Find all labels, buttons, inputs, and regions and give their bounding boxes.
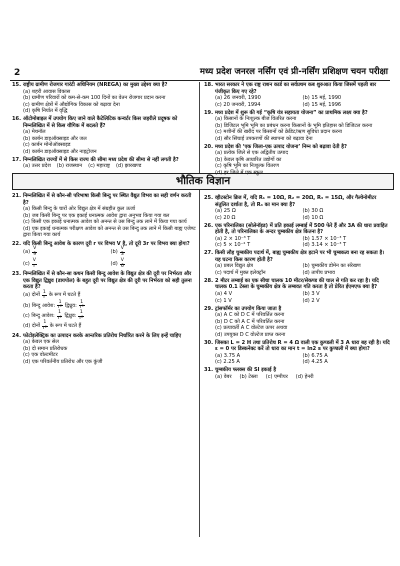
numerator: 1 bbox=[79, 309, 83, 315]
question-number: 23. bbox=[12, 271, 22, 278]
question-27 bbox=[204, 250, 390, 276]
fraction bbox=[42, 321, 48, 331]
question-number: 19. bbox=[204, 109, 214, 116]
option-label: (a) दोनों bbox=[23, 292, 40, 299]
option-b: (b) 1.57 × 10⁻³ T bbox=[302, 235, 347, 242]
fraction bbox=[42, 291, 47, 301]
question-22 bbox=[12, 241, 198, 270]
question-text: मध्य प्रदेश की ‘एक जिला-एक उत्पाद योजना’ निम्न को बढ़ावा देती है? bbox=[215, 143, 347, 150]
page-header bbox=[10, 66, 390, 81]
question-number: 29. bbox=[204, 305, 214, 312]
option-d: (d) उपयुक्त D C वोल्टेज प्राप्त करना bbox=[215, 331, 286, 338]
option-c: (c) महाराष्ट्र bbox=[88, 163, 110, 170]
option-d: (d) 4.25 A bbox=[302, 359, 328, 366]
question-number: 15. bbox=[12, 82, 22, 88]
option-c: (c) 1 V bbox=[215, 297, 232, 304]
option-tail: के रूप में घटते हैं bbox=[49, 322, 82, 329]
option-b bbox=[111, 247, 199, 257]
option-d: (d) कार्बन डाइऑक्साइड और नाइट्रोजन bbox=[23, 148, 97, 155]
option-d: (d) कृषि निर्यात में वृद्धि bbox=[23, 108, 68, 115]
option-b: (b) टेस्ला bbox=[239, 373, 258, 380]
option-c: (c) 5 × 10⁻⁴ T bbox=[215, 242, 251, 249]
option-a: (a) 3.75 A bbox=[215, 352, 241, 359]
option-d: (d) सौर सिंचाई उपकरणों की स्थापना को बढ़ावा देना bbox=[215, 135, 313, 142]
option-a: (a) 4 V bbox=[215, 291, 233, 297]
question-23 bbox=[12, 271, 198, 331]
denominator: 3 bbox=[120, 251, 124, 257]
denominator: r bbox=[33, 263, 36, 269]
question-29 bbox=[204, 306, 390, 339]
option-b: (b) 6.75 A bbox=[302, 352, 328, 359]
question-text: निम्नलिखित राज्यों में से किस राज्य की सीमा मध्य प्रदेश की सीमा से नहीं लगती है? bbox=[23, 156, 179, 163]
option-a: (a) शहरी आवास विकास bbox=[23, 88, 71, 95]
option-c: (c) कार्बन मोनोऑक्साइड bbox=[23, 142, 71, 149]
question-number: 20. bbox=[204, 143, 214, 150]
option-c bbox=[23, 311, 198, 321]
option-label: (c) bbox=[23, 261, 30, 268]
option-d: (d) एक परिवर्तनीय प्रतिरोध और एक कुंजी bbox=[23, 358, 103, 365]
question-number: 22. bbox=[12, 240, 22, 247]
denominator: 6 bbox=[120, 263, 124, 269]
option-b: (b) कार्बन डाइऑक्साइड और जल bbox=[23, 135, 87, 142]
question-number: 24. bbox=[12, 332, 22, 339]
option-a: (a) 25 Ω bbox=[215, 208, 236, 215]
option-d: (d) झारखण्ड bbox=[115, 163, 142, 170]
question-25 bbox=[204, 195, 390, 221]
option-label: (b) bbox=[110, 248, 118, 255]
option-label: (d) bbox=[110, 261, 118, 268]
question-19 bbox=[204, 110, 390, 143]
question-24 bbox=[12, 333, 198, 366]
option-c: (c) एक वोल्टमीटर bbox=[23, 352, 58, 359]
numerator: 1 bbox=[43, 320, 47, 326]
option-d: (d) 15 मई, 1996 bbox=[302, 101, 342, 108]
option-b: (b) D C को A C में परिवर्तित करना bbox=[215, 318, 285, 325]
question-20 bbox=[204, 144, 390, 177]
question-number: 30. bbox=[204, 339, 214, 346]
numerator: 1 bbox=[58, 299, 62, 305]
option-c: (c) ग्रामीण क्षेत्रों में औद्योगिक विकास को बढ़ावा देना bbox=[23, 101, 120, 108]
option-c bbox=[23, 259, 111, 269]
question-text: एक परिनालिका (सोलेनॉइड) में प्रति इकाई लम्बाई में 500 फेरे हैं और 3A की धारा प्रवाहित होती है, तो परिनालिका के अन्दर चुम्बकीय क्षेत्र कितना है? bbox=[215, 222, 388, 236]
numerator: V bbox=[120, 258, 124, 264]
question-number: 28. bbox=[204, 277, 214, 284]
section-spacer bbox=[204, 178, 390, 195]
question-26 bbox=[204, 223, 390, 249]
option-c: (c) मशीनों की खरीद पर किसानों को क्रेडिट/ऋण सुविधा प्रदान करना bbox=[215, 129, 343, 136]
numerator: V bbox=[33, 246, 37, 252]
question-number: 25. bbox=[204, 195, 214, 201]
numerator: 1 bbox=[58, 309, 62, 315]
option-label: (a) bbox=[23, 248, 31, 255]
question-text: जिसका L = 2 H तथा प्रतिरोध R = 4 Ω वाली एक कुण्डली में 3 A धारा बह रही है। यदि ε = 0 पर डिस्कनेक्ट करें तो धारा का मान t = ln2 s पर कुण्डली में क्या होगा? bbox=[215, 339, 390, 353]
option-c: (c) किसी एक इकाई धनात्मक आवेश को अनन्त से उस बिन्दु तक लाने में किया गया कार्य bbox=[23, 219, 187, 226]
denominator: 9 bbox=[33, 251, 37, 257]
option-b: (b) डिजिटल भूमि भूमि का प्रबंधन करना किसानों के भूमि इतिहास को डिजिटल करना bbox=[215, 122, 373, 129]
section-heading: भौतिक विज्ञान bbox=[12, 173, 394, 190]
option-b: (b) 15 मई, 1990 bbox=[302, 95, 342, 102]
question-28 bbox=[204, 278, 390, 304]
question-text: मध्य प्रदेश में शुरू की गई “कृषि यंत्र सहायता योजना” का प्राथमिक लक्ष्य क्या है? bbox=[215, 109, 368, 116]
option-label: (c) बिन्दु आवेश: bbox=[23, 312, 55, 319]
denominator: r² bbox=[79, 315, 84, 321]
question-16 bbox=[12, 116, 198, 155]
option-a: (a) किसी बिन्दु के चारों ओर विद्युत क्षेत्र में संग्रहीत कुल ऊर्जा bbox=[23, 206, 136, 213]
option-c: (c) 20 Ω bbox=[215, 214, 236, 221]
option-d bbox=[111, 259, 199, 269]
denominator: r bbox=[43, 295, 46, 301]
option-c: (c) एम्पीयर bbox=[265, 373, 288, 380]
option-a: (a) प्रबल विद्युत क्षेत्र bbox=[215, 263, 253, 270]
running-title: मध्य प्रदेश जनरल नर्सिंग एवं प्री-नर्सिंग प्रशिक्षण चयन परीक्षा bbox=[199, 67, 388, 77]
question-text: ट्रांसफॉर्मर का उपयोग किया जाता है bbox=[215, 305, 282, 312]
option-d: (d) 2 V bbox=[302, 297, 320, 304]
option-d: (d) हर जिले में एक स्कूल bbox=[215, 169, 263, 176]
option-d: (d) 3.14 × 10⁻³ T bbox=[302, 242, 347, 249]
numerator: V bbox=[32, 258, 36, 264]
fraction bbox=[120, 247, 125, 257]
question-text: निम्नलिखित में से कौन-सा कथन किसी बिन्दु आवेश के विद्युत क्षेत्र की दूरी पर निर्भरता और एक विद्युत द्विध्रुव (डायपोल) के बहुत दूरी पर विद्युत क्षेत्र की दूरी पर निर्भरता को सही तुलना करता है? bbox=[23, 271, 192, 291]
option-a bbox=[23, 291, 198, 301]
option-b: (b) 3 V bbox=[302, 291, 320, 297]
question-text: व्हीटस्टोन ब्रिज में, यदि R₁ = 10Ω, R₂ = 20Ω, R₃ = 15Ω, और गैल्वेनोमीटर संतुलित दर्शाता है, तो R₄ का मान क्या है? bbox=[215, 195, 377, 208]
option-a: (a) किसानों के निःशुल्क बीज वितरित करना bbox=[215, 116, 297, 123]
question-30 bbox=[204, 340, 390, 366]
question-number: 26. bbox=[204, 222, 214, 229]
option-a: (a) 26 जनवरी, 1990 bbox=[215, 95, 261, 102]
option-d: (d) तापीय प्रभाव bbox=[302, 269, 335, 276]
option-d: (d) हेनरी bbox=[295, 373, 314, 380]
fraction bbox=[78, 311, 84, 321]
option-tail: के रूप में घटते हैं bbox=[48, 292, 81, 299]
question-text: चुम्बकीय फ्लक्स की SI इकाई है bbox=[215, 367, 277, 374]
dipole-label: द्विध्रुव: bbox=[64, 302, 77, 309]
fraction bbox=[57, 311, 63, 321]
question-number: 16. bbox=[12, 116, 22, 123]
question-18 bbox=[204, 82, 390, 108]
question-text: किसी लौह चुम्बकीय पदार्थ में, बाह्य चुम्बकीय क्षेत्र हटाने पर भी चुम्बकत्व बना रह सकता है। यह घटना किस कारण होती है? bbox=[215, 250, 385, 263]
question-text: 2 मीटर लम्बाई का एक सीधा चालक 10 मीटर/सेकण्ड की चाल से गति कर रहा है। यदि चालक 0.1 टेस्ला के चुम्बकीय क्षेत्र के लम्बवत गति करता है तो प्रेरित ईएमएफ क्या है? bbox=[215, 277, 379, 291]
fraction bbox=[32, 247, 37, 257]
option-a: (a) मेथनॉल bbox=[23, 129, 46, 136]
question-text: फोटोइलेक्ट्रिक का उत्पादन करके आन्तरिक प्रतिरोध निर्धारित करने के लिए इन्हें चाहिए bbox=[23, 332, 182, 339]
option-b: (b) केवल कृषि आधारित उद्योगों का bbox=[215, 156, 282, 163]
option-b: (b) ग्रामीण परिवारों को कम-से-कम 100 दिनों का वेतन रोजगार प्रदान करना bbox=[23, 95, 166, 102]
question-number: 27. bbox=[204, 250, 214, 257]
option-b: (b) जब किसी बिन्दु पर एक इकाई धनात्मक आवेश द्वारा अनुभव किया गया बल bbox=[23, 212, 170, 219]
option-label: (b) बिन्दु आवेश: bbox=[23, 302, 56, 309]
question-21 bbox=[12, 193, 198, 239]
page-number: 2 bbox=[14, 68, 21, 78]
option-a: (a) 2 × 10⁻³ T bbox=[215, 235, 251, 242]
question-text: राष्ट्रीय ग्रामीण रोजगार गारंटी अधिनियम (NREGA) का मुख्य उद्देश्य क्या है? bbox=[23, 82, 168, 88]
question-text: यदि किसी बिन्दु आवेश के कारण दूरी r पर विभव V है, तो दूरी 3r पर विभव क्या होगा? bbox=[23, 240, 190, 247]
option-a: (a) प्रत्येक जिले से एक अद्वितीय उत्पाद bbox=[215, 150, 289, 157]
option-d: (d) एक इकाई धनात्मक परीक्षण आवेश को अनन्त से उस बिन्दु तक लाने में किसी बाह्य एजेण्ट द्वारा किया गया कार्य bbox=[23, 225, 196, 239]
option-b: (b) 30 Ω bbox=[302, 208, 324, 215]
option-a: (a) A C को D C में परिवर्तित करना bbox=[215, 312, 285, 319]
denominator: r² bbox=[58, 305, 62, 311]
option-b: (b) राजस्थान bbox=[56, 163, 83, 170]
denominator: r³ bbox=[79, 305, 84, 311]
question-15 bbox=[12, 82, 198, 115]
numerator: 1 bbox=[80, 299, 84, 305]
question-17 bbox=[12, 157, 198, 170]
question-number: 18. bbox=[204, 82, 214, 88]
option-c: (c) कृषि भूमि का निःशुल्क वितरण bbox=[215, 163, 279, 170]
option-a: (a) वेबर bbox=[215, 373, 232, 380]
question-text: निम्नलिखित में से कौन-सी परिभाषा किसी बिन्दु पर स्थित वैद्युत विभव का सही वर्णन करती है? bbox=[23, 193, 192, 206]
fraction bbox=[32, 259, 37, 269]
option-a bbox=[23, 247, 111, 257]
option-d: (d) 10 Ω bbox=[302, 214, 324, 221]
option-b bbox=[23, 301, 198, 311]
question-31 bbox=[204, 367, 390, 380]
option-label: (d) दोनों bbox=[23, 322, 40, 329]
option-a: (a) केवल एक सेल bbox=[23, 339, 59, 346]
numerator: 1 bbox=[42, 289, 46, 295]
option-c: (c) प्रत्यावर्ती A C वोल्टेज ऊपर अथवा bbox=[215, 325, 288, 332]
question-number: 31. bbox=[204, 367, 214, 374]
column-divider bbox=[199, 82, 200, 537]
option-b: (b) चुम्बकीय डोमेन का संरेखण bbox=[302, 263, 361, 270]
fraction bbox=[120, 259, 125, 269]
question-number: 21. bbox=[12, 193, 22, 200]
option-c: (c) 2.25 A bbox=[215, 359, 240, 366]
option-d bbox=[23, 321, 198, 331]
dipole-label: द्विध्रुव: bbox=[64, 312, 77, 319]
option-b: (b) दो समान प्रतिरोधक bbox=[23, 345, 68, 352]
denominator: r³ bbox=[57, 315, 62, 321]
right-column bbox=[204, 82, 390, 382]
numerator: V bbox=[120, 246, 124, 252]
question-number: 17. bbox=[12, 156, 22, 163]
option-c: (c) 20 जनवरी, 1994 bbox=[215, 101, 261, 108]
question-text: भारत सरकार ने एक राष्ट्र राशन कार्ड का सर्वप्रथम कब शुरुआत किया जिसमें पहली बार पंजीकृत किए गए रहे? bbox=[215, 82, 377, 95]
option-c: (c) पदार्थ में मुक्त इलेक्ट्रॉन bbox=[215, 269, 266, 276]
denominator: r² bbox=[43, 325, 47, 331]
option-a: (a) उत्तर प्रदेश bbox=[23, 163, 51, 170]
question-text: ऑटोमोबाइल में उपयोग किए जाने वाले कैटेलिटिक कन्वर्टर किस जहरीले प्रदूषक को निम्नलिखित में से किस यौगिक में बदलते हैं? bbox=[23, 116, 178, 129]
